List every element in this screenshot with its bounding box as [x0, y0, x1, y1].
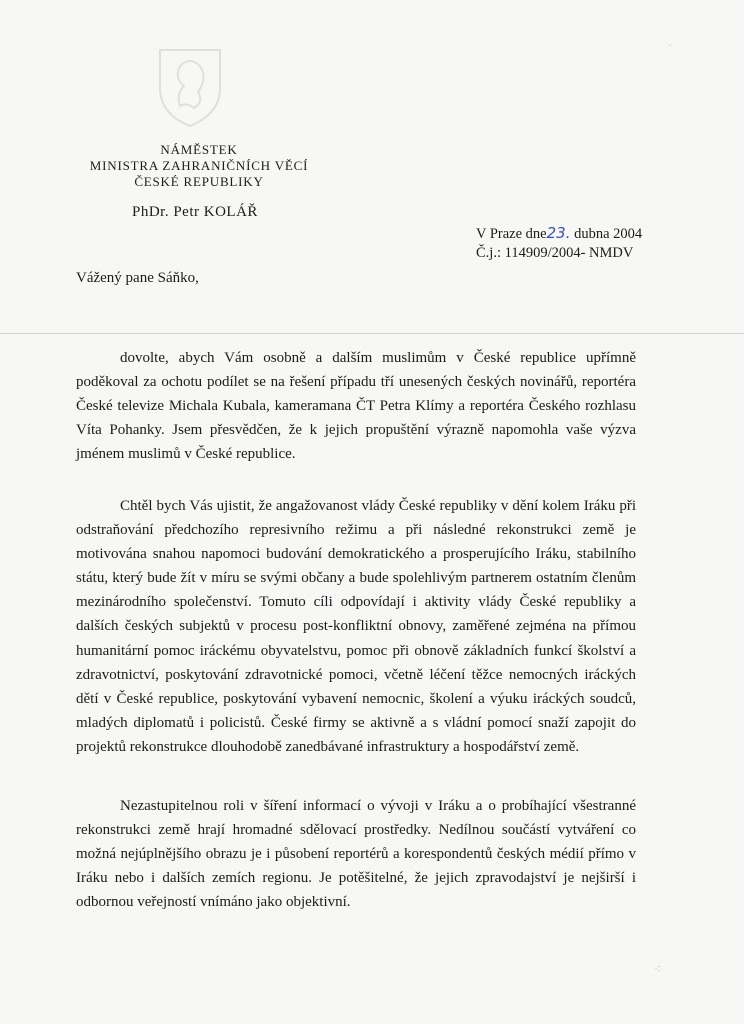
- date-day-handwritten: 23.: [546, 224, 571, 242]
- date-line: [476, 224, 642, 244]
- date-suffix: dubna 2004: [574, 226, 643, 242]
- letterhead: [84, 142, 314, 190]
- paper-speck: ·: [668, 38, 672, 52]
- paragraph-2-text: Chtěl bych Vás ujistit, že angažovanost vlády České republiky v dění kolem Iráku při odstraňování předchozího represivního režimu a při následné rekonstrukci země je motivována snahou napomoci budování demokratického a prosperujícího Iráku, stabilního státu, který bude žít v míru se svými občany a bude spolehlivým partnerem ostatním členům mezinárodního společenství. Tomuto cíli odpovídají i aktivity vlády České republiky a dalších českých subjektů v procesu post-konfliktní obnovy, zaměřené zejména na přímou humanitární pomoc iráckému obyvatelstvu, pomoc při obnově základních funkcí školství a zdravotnictví, poskytování zdravotnické pomoci, včetně léčení těžce nemocných iráckých dětí v České republice, poskytování vybavení nemocnic, školení a výuku iráckých soudců, mladých diplomatů i policistů. České firmy se aktivně a s vládní pomocí snaží zapojit do projektů rekonstrukce dlouhodobě zanedbávané infrastruktury a hospodářství země.: [76, 498, 636, 755]
- letterhead-title: NÁMĚSTEK: [160, 142, 238, 157]
- date-block: [476, 224, 642, 263]
- fold-line: [0, 333, 744, 334]
- paragraph-1-text: dovolte, abych Vám osobně a dalším muslimům v České republice upřímně poděkoval za ochotu podílet se na řešení případu tří unesených českých novinářů, reportéra České televize Michala Kubala, kameramana ČT Petra Klímy a reportéra Českého rozhlasu Víta Pohanky. Jsem přesvědčen, že k jejich propuštění výrazně napomohla vaše výzva jménem muslimů v České republice.: [76, 350, 636, 463]
- letterhead-country: ČESKÉ REPUBLIKY: [134, 174, 264, 189]
- state-emblem-icon: [150, 40, 230, 130]
- paragraph-3: [76, 794, 636, 914]
- paragraph-3-text: Nezastupitelnou roli v šíření informací o vývoji v Iráku a o probíhající všestranné rekonstrukci země hrají hromadné sdělovací prostředky. Nedílnou součástí vytváření co možná nejúplnějšího obrazu je i působení reportérů a korespondentů českých médií přímo v Iráku nebo i dalších zemích regionu. Je potěšitelné, že jejich zpravodajství je nejširší i odbornou veřejností vnímáno jako objektivní.: [76, 798, 636, 911]
- paragraph-2: [76, 494, 636, 759]
- sender-name: PhDr. Petr KOLÁŘ: [132, 204, 258, 220]
- salutation: Vážený pane Sáňko,: [76, 270, 199, 286]
- date-prefix: V Praze dne: [476, 226, 547, 242]
- paragraph-1: [76, 346, 636, 466]
- letterhead-ministry: MINISTRA ZAHRANIČNÍCH VĚCÍ: [89, 158, 309, 173]
- paper-speck: ⁖: [654, 962, 662, 976]
- reference-number: Č.j.: 114909/2004- NMDV: [476, 245, 634, 261]
